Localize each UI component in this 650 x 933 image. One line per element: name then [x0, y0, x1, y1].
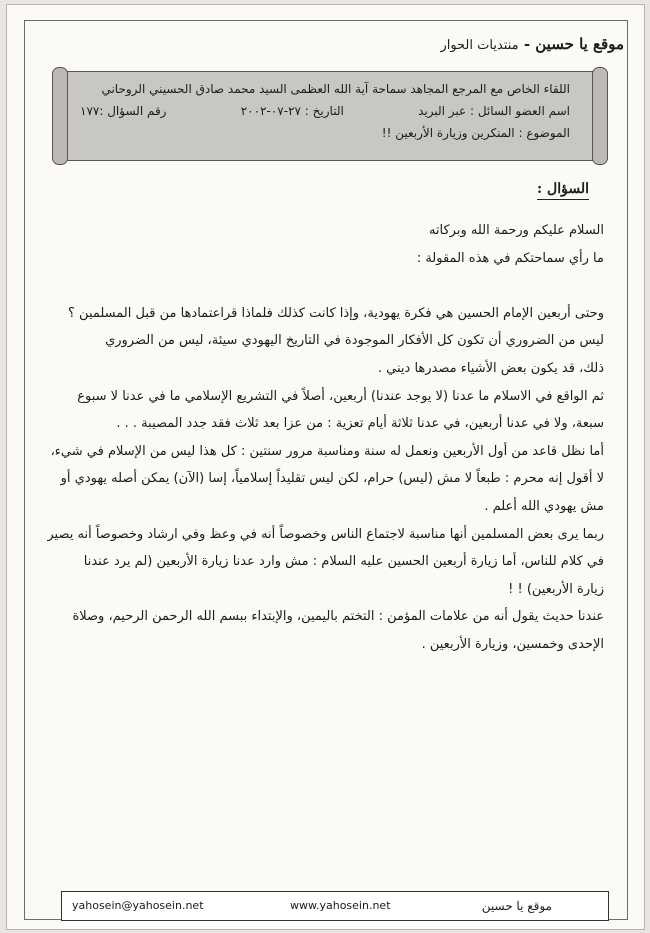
body-line: ذلك، قد يكون بعض الأشياء مصدرها ديني .	[377, 360, 604, 376]
meeting-title: اللقاء الخاص مع المرجع المجاهد سماحة آية الله العظمى السيد محمد صادق الحسيني الروحاني	[101, 82, 570, 96]
body-line: وحتى أربعين الإمام الحسين هي فكرة يهودية، وإذا كانت كذلك فلماذا قراعتمادها من قبل المسلمين ؟	[68, 305, 604, 321]
body-line: ربما يرى بعض المسلمين أنها مناسبة لاجتماع الناس وخصوصاً أنه في وعظ وفي ارشاد وخصوصاً أنه يصير	[47, 526, 604, 542]
scroll-curl-left	[52, 67, 68, 165]
question-subject: الموضوع : المنكرين وزيارة الأربعين !!	[381, 126, 570, 140]
footer-website-link[interactable]: www.yahosein.net	[290, 899, 391, 912]
question-number: رقم السؤال :١٧٧	[80, 104, 167, 118]
body-line: ليس من الضروري أن تكون كل الأفكار الموجودة في التاريخ اليهودي سيئة، ليس من الضروري	[105, 333, 604, 349]
document-page	[6, 4, 645, 930]
header-separator: -	[518, 35, 536, 53]
body-line: السلام عليكم ورحمة الله وبركاته	[428, 223, 604, 238]
question-date: التاريخ : ٢٧-٠٧-٢٠٠٢	[240, 104, 344, 118]
body-line: لا أقول إنه محرم : طبعاً لا مش (ليس) حرام، لكن ليس تقليداً إسلامياً، إسا (الآن) يمكن أصله يهودي أو	[60, 471, 604, 487]
footer-site-name: موقع يا حسين	[481, 899, 552, 913]
body-line: أما نظل قاعد من أول الأربعين ونعمل له سنة ومناسبة مرور سنتين : كل هذا ليس من الإسلام في شيء،	[50, 443, 604, 459]
body-line: مش يهودي الله أعلم .	[484, 498, 604, 514]
footer-email-link[interactable]: yahosein@yahosein.net	[72, 899, 204, 912]
page-footer	[61, 891, 609, 921]
forum-name: منتديات الحوار	[440, 38, 519, 53]
question-heading: السؤال :	[537, 181, 589, 200]
body-line: في كلام للناس، أما زيارة أربعين الحسين عليه السلام : مش وارد عدنا زيارة الأربعين (لم يرد عندنا	[83, 554, 604, 570]
site-name: موقع يا حسين	[535, 35, 624, 53]
site-header	[440, 35, 624, 53]
body-line: عندنا حديث يقول أنه من علامات المؤمن : التختم باليمين، والإبتداء ببسم الله الرحمن الرحيم، وصلاة	[72, 609, 604, 625]
body-line: الإحدى وخمسين، وزيارة الأربعين .	[421, 636, 604, 652]
body-line: ثم الواقع في الاسلام ما عدنا (لا يوجد عندنا) أربعين، أصلاً في التشريع الإسلامي ما في عدنا لا سبوع	[77, 388, 604, 404]
meeting-info-scroll	[59, 71, 601, 161]
scroll-curl-right	[592, 67, 608, 165]
member-name: اسم العضو السائل : عبر البريد	[418, 104, 570, 118]
body-line: سبعة، ولا في عدنا أربعين، في عدنا ثلاثة أيام تعزية : من عزا بعد ثلاث فقد جدد المصيبة . . .	[116, 416, 604, 432]
body-line: زيارة الأربعين) ! !	[508, 581, 604, 597]
body-line	[47, 272, 604, 300]
body-line: ما رأي سماحتكم في هذه المقولة :	[416, 250, 604, 266]
question-body	[47, 217, 604, 659]
